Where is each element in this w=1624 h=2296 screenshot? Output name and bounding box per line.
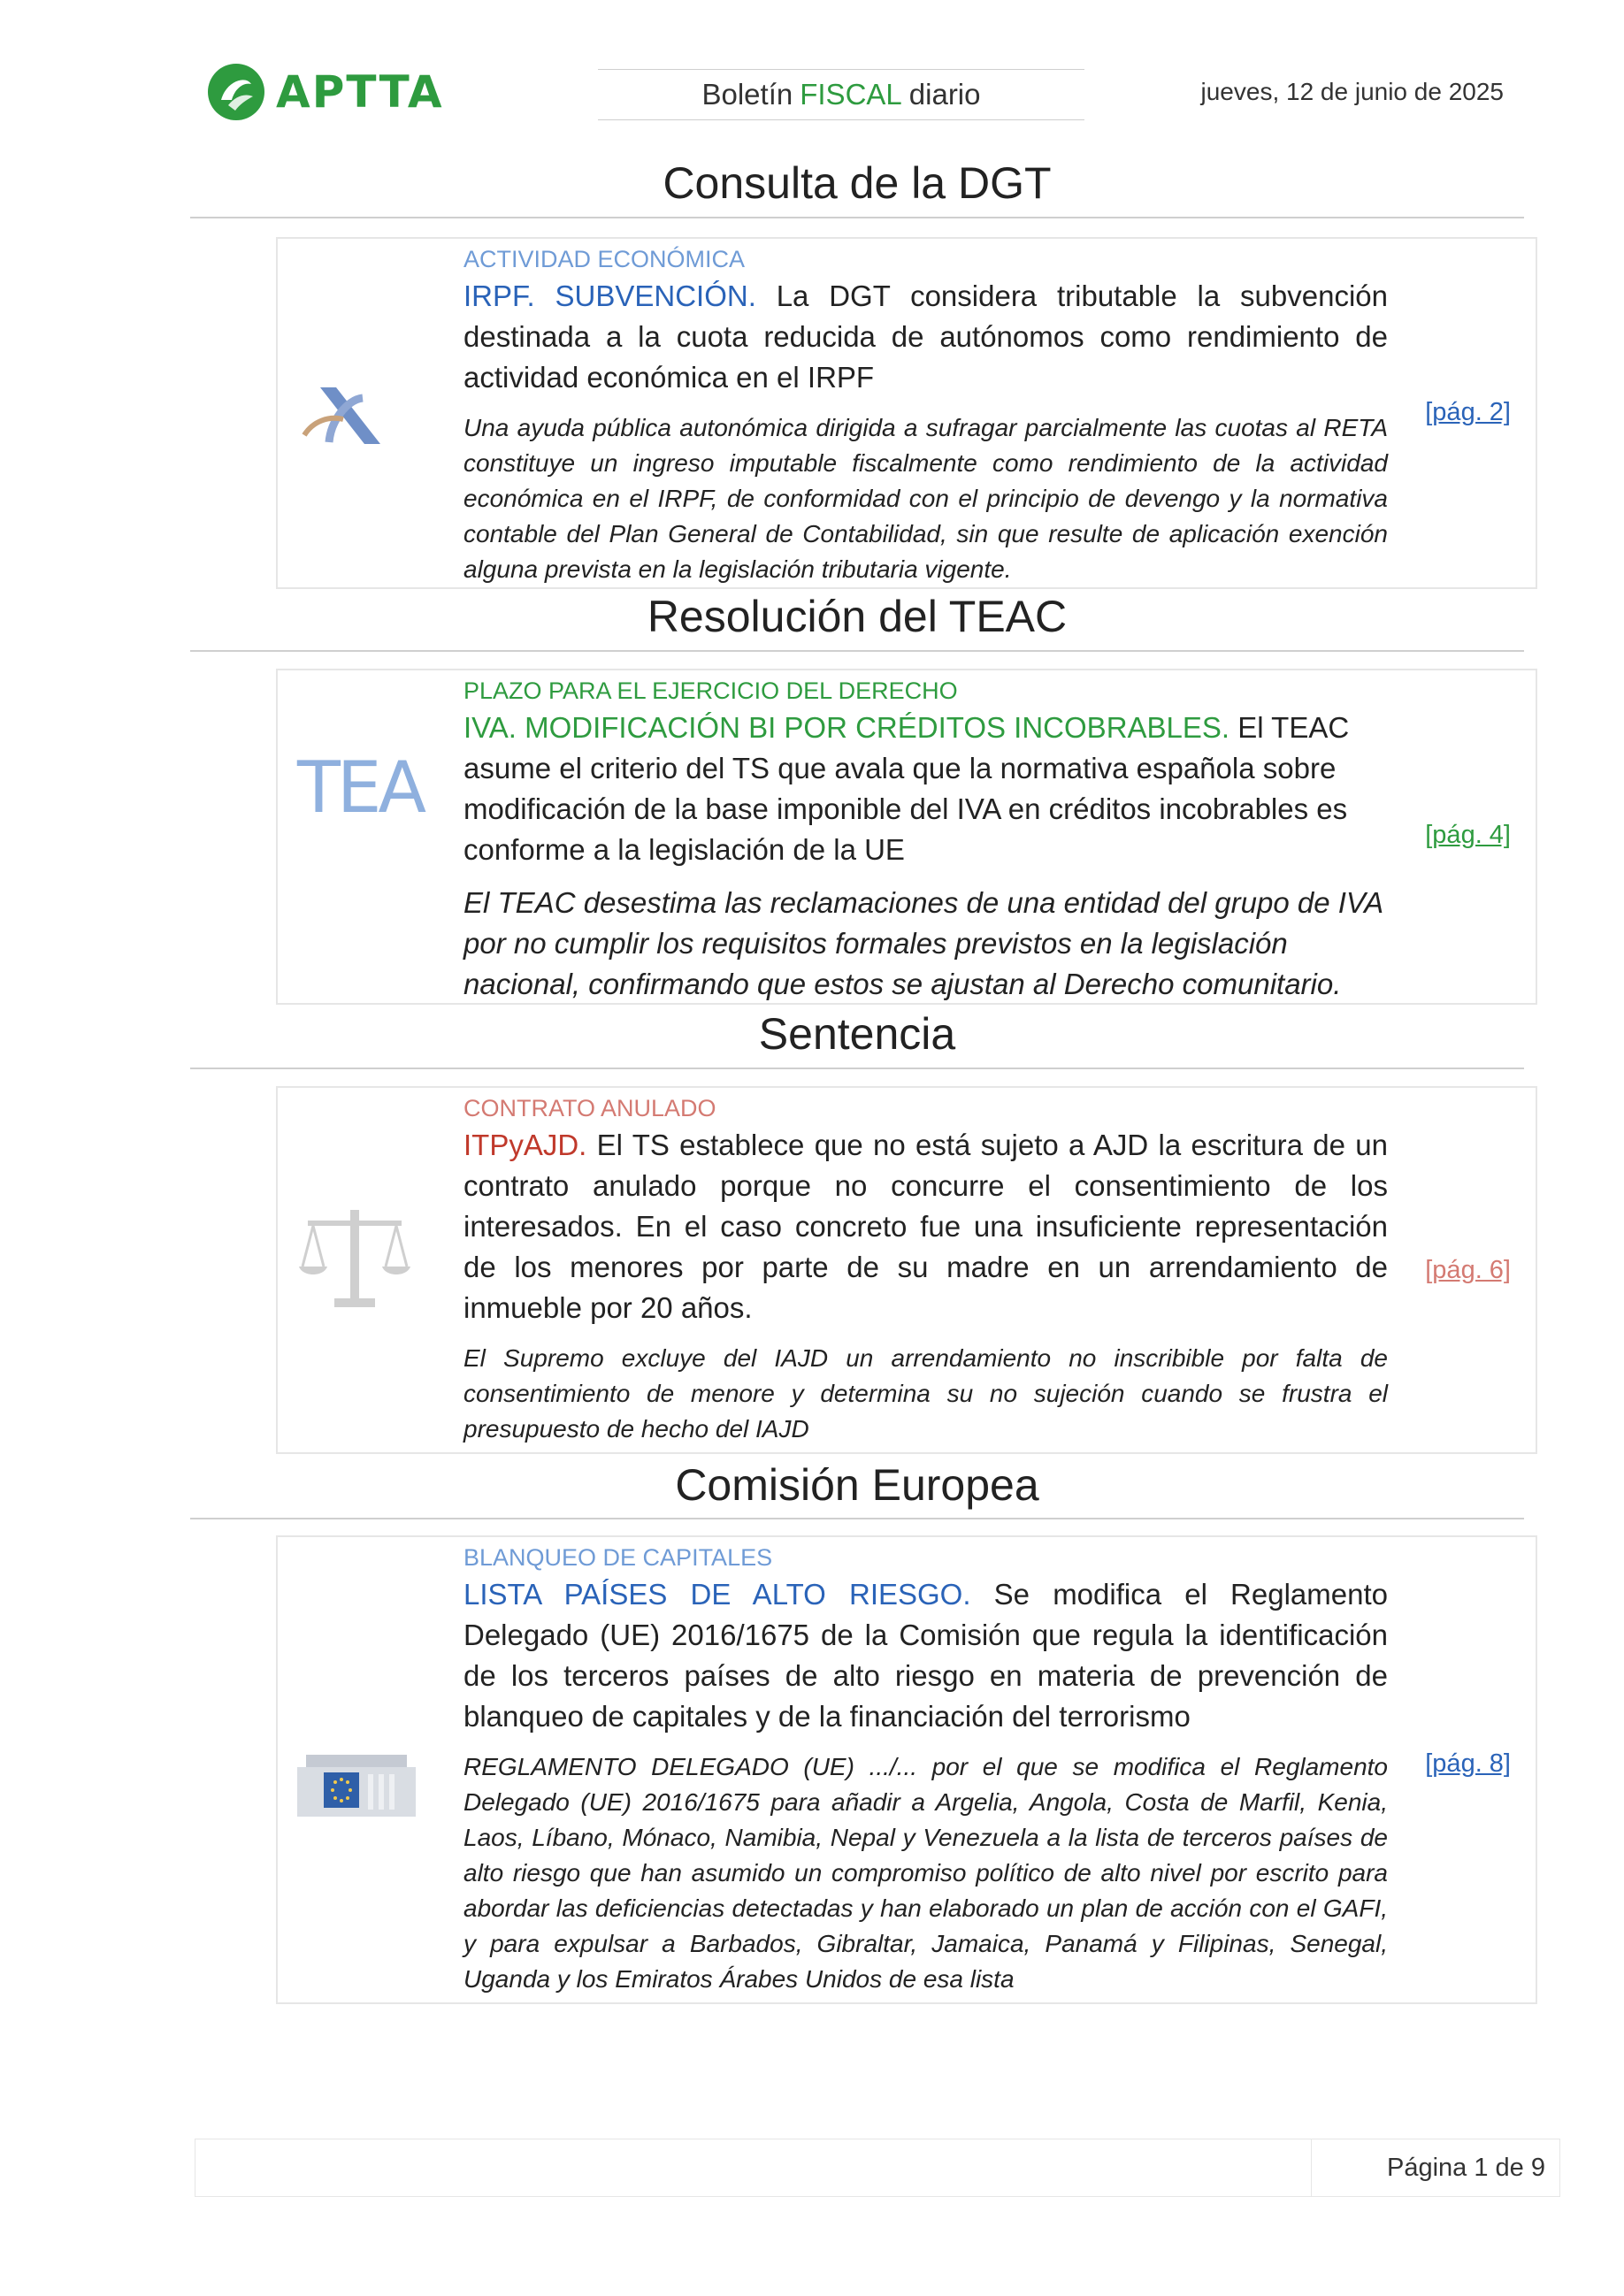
news-card-comision <box>276 1535 1537 2004</box>
teac-logo-icon: TEA <box>297 746 424 829</box>
card-headline: LISTA PAÍSES DE ALTO RIESGO. <box>463 1578 971 1611</box>
card-text <box>463 1088 1388 1447</box>
card-text <box>463 1537 1388 1997</box>
european-commission-building-icon <box>297 1746 416 1820</box>
page-link-sentencia[interactable]: [pág. 6] <box>1425 1256 1511 1284</box>
card-summary: El Supremo excluye del IAJD un arrendamiento no inscribible por falta de consentimiento de menore y determina su no sujeción cuando se frustra el presupuesto de hecho del IAJD <box>463 1344 1388 1443</box>
card-text <box>463 239 1388 587</box>
card-lead <box>463 1574 1388 1737</box>
news-card-sentencia <box>276 1086 1537 1454</box>
bulletin-date: jueves, 12 de junio de 2025 <box>1200 78 1504 105</box>
title-highlight: FISCAL <box>800 78 902 111</box>
card-category: BLANQUEO DE CAPITALES <box>463 1544 773 1571</box>
scales-of-justice-icon <box>297 1203 412 1318</box>
title-prefix: Boletín <box>701 78 793 111</box>
card-text <box>463 670 1388 1005</box>
card-headline: ITPyAJD. <box>463 1129 587 1161</box>
card-summary: Una ayuda pública autonómica dirigida a sufragar parcialmente las cuotas al RETA constituye un ingreso imputable fiscalmente como rendimiento de la actividad económica en el IRPF, de conformidad con el principio de devengo y la normativa contable del Plan General de Contabilidad, sin que resulte de aplicación exención alguna prevista en la legislación tributaria vigente. <box>463 414 1388 583</box>
card-lead-text: El TEAC asume el criterio del TS que avala que la normativa española sobre modificación de la base imponible del IVA en créditos incobrables es conforme a la legislación de la UE <box>463 711 1350 866</box>
section-divider <box>190 217 1524 218</box>
card-lead-text: La DGT considera tributable la subvención destinada a la cuota reducida de autónomos como rendimiento de actividad económica en el IRPF <box>463 279 1388 394</box>
card-headline: IVA. MODIFICACIÓN BI POR CRÉDITOS INCOBRABLES. <box>463 711 1230 744</box>
page-link-comision[interactable]: [pág. 8] <box>1425 1749 1511 1778</box>
card-lead <box>463 708 1388 870</box>
section-title-sentencia: Sentencia <box>758 1009 956 1059</box>
card-summary: REGLAMENTO DELEGADO (UE) .../... por el que se modifica el Reglamento Delegado (UE) 2016/1675 para añadir a Argelia, Angola, Costa de Marfil, Kenia, Laos, Líbano, Mónaco, Namibia, Nepal y Venezuela a la lista de terceros países de alto riesgo que han asumido un compromiso político de alto nivel por escrito para abordar las deficiencias detectadas y han elaborado un plan de acción con el GAFI, y para expulsar a Barbados, Gibraltar, Jamaica, Panamá y Filipinas, Senegal, Uganda y los Emiratos Árabes Unidos de esa lista <box>463 1753 1388 1993</box>
section-title-comision: Comisión Europea <box>675 1460 1039 1510</box>
news-card-teac <box>276 669 1537 1005</box>
aptta-logo <box>205 60 462 124</box>
card-lead <box>463 1125 1388 1328</box>
page-link-teac[interactable]: [pág. 4] <box>1425 821 1511 849</box>
logo-text: APTTA <box>276 66 444 118</box>
section-divider <box>190 1518 1524 1519</box>
card-category: CONTRATO ANULADO <box>463 1095 716 1121</box>
section-title-teac: Resolución del TEAC <box>647 592 1068 641</box>
section-title-dgt: Consulta de la DGT <box>663 158 1052 208</box>
bulletin-title <box>598 69 1084 120</box>
agencia-tributaria-icon <box>294 371 391 460</box>
card-summary: El TEAC desestima las reclamaciones de una entidad del grupo de IVA por no cumplir los requisitos formales previstos en la legislación nacional, confirmando que estos se ajustan al Derecho comunitario. <box>463 886 1383 1000</box>
card-lead <box>463 276 1388 398</box>
page-number: Página 1 de 9 <box>1311 2139 1545 2196</box>
section-divider <box>190 650 1524 652</box>
card-headline: IRPF. SUBVENCIÓN. <box>463 279 756 312</box>
card-lead-text: Se modifica el Reglamento Delegado (UE) 2016/1675 de la Comisión que regula la identificación de los terceros países de alto riesgo en materia de prevención de blanqueo de capitales y de la financiación del terrorismo <box>463 1578 1388 1733</box>
title-suffix: diario <box>908 78 981 111</box>
page-link-dgt[interactable]: [pág. 2] <box>1425 398 1511 426</box>
news-card-dgt <box>276 237 1537 589</box>
card-category: ACTIVIDAD ECONÓMICA <box>463 246 746 272</box>
card-category: PLAZO PARA EL EJERCICIO DEL DERECHO <box>463 677 958 704</box>
section-divider <box>190 1068 1524 1069</box>
aptta-emblem-icon <box>205 61 267 123</box>
card-lead-text: El TS establece que no está sujeto a AJD la escritura de un contrato anulado porque no concurre el consentimiento de los interesados. En el caso concreto fue una insuficiente representación de los menores por parte de su madre en un arrendamiento de inmueble por 20 años. <box>463 1129 1388 1324</box>
page-footer <box>195 2139 1560 2197</box>
